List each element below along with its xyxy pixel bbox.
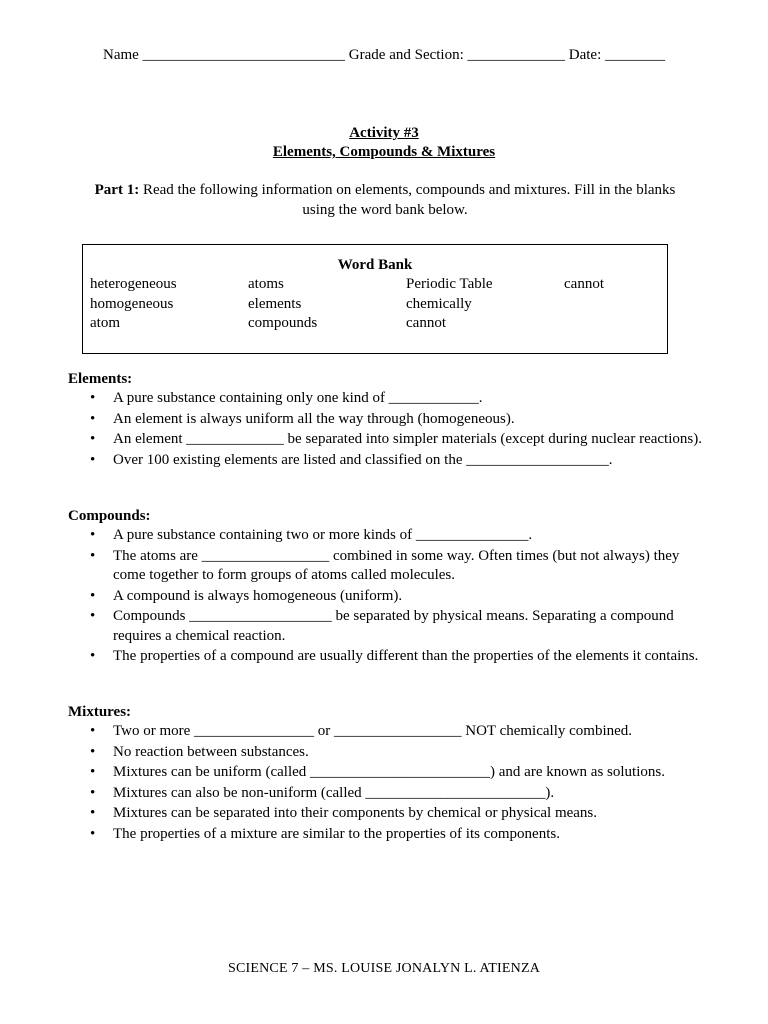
list-item: • Mixtures can also be non-uniform (called ________________________).: [68, 784, 708, 804]
elements-heading: Elements:: [68, 371, 133, 387]
part-intro: [90, 180, 680, 220]
word-bank-cell: heterogeneous: [90, 276, 177, 292]
mixtures-list: [68, 722, 708, 844]
activity-title: Activity #3: [349, 125, 419, 141]
word-bank-cell: atoms: [248, 276, 284, 292]
list-item: • The properties of a compound are usually different than the properties of the elements it contains.: [68, 647, 708, 667]
list-item: • The properties of a mixture are similar to the properties of its components.: [68, 825, 708, 845]
list-item: • A pure substance containing only one kind of ____________.: [68, 389, 708, 409]
word-bank-cell: compounds: [248, 315, 318, 331]
part-intro-text: Read the following information on elements, compounds and mixtures. Fill in the blanks using the word bank below.: [139, 182, 676, 218]
compounds-heading: Compounds:: [68, 508, 151, 524]
word-bank-box: [82, 244, 668, 354]
word-bank-cell: atom: [90, 315, 120, 331]
word-bank-cell: Periodic Table: [406, 276, 493, 292]
word-bank-cell: cannot: [564, 276, 604, 292]
word-bank-cell: cannot: [406, 315, 446, 331]
word-bank-grid: [90, 275, 660, 334]
compounds-section: [68, 506, 708, 668]
word-bank-cell: homogeneous: [90, 295, 174, 312]
list-item: • Two or more ________________ or _________________ NOT chemically combined.: [68, 722, 708, 742]
list-item: • Mixtures can be separated into their components by chemical or physical means.: [68, 804, 708, 824]
list-item: • A compound is always homogeneous (uniform).: [68, 587, 708, 607]
list-item: • An element is always uniform all the way through (homogeneous).: [68, 410, 708, 430]
word-bank-title: Word Bank: [337, 257, 413, 273]
mixtures-section: [68, 702, 708, 845]
list-item: • Compounds ___________________ be separated by physical means. Separating a compound requires a chemical reaction.: [68, 607, 708, 646]
word-bank-cell: chemically: [406, 295, 472, 312]
header-fields-line: Name ___________________________ Grade and Section: _____________ Date: ________: [102, 47, 665, 63]
list-item: • Over 100 existing elements are listed and classified on the ___________________.: [68, 451, 708, 471]
mixtures-heading: Mixtures:: [68, 704, 132, 720]
activity-subtitle: Elements, Compounds & Mixtures: [272, 144, 496, 160]
elements-list: [68, 389, 708, 470]
list-item: • An element _____________ be separated into simpler materials (except during nuclear reactions).: [68, 430, 708, 450]
elements-section: [68, 369, 708, 471]
word-bank-cell: elements: [248, 295, 302, 312]
word-bank-cell: [564, 295, 660, 315]
list-item: • Mixtures can be uniform (called ________________________) and are known as solutions.: [68, 763, 708, 783]
footer-text: SCIENCE 7 – MS. LOUISE JONALYN L. ATIENZA: [227, 961, 541, 976]
list-item: • A pure substance containing two or more kinds of _______________.: [68, 526, 708, 546]
list-item: • The atoms are _________________ combined in some way. Often times (but not always) they come together to form groups of atoms called molecules.: [68, 547, 708, 586]
list-item: • No reaction between substances.: [68, 743, 708, 763]
compounds-list: [68, 526, 708, 667]
word-bank-cell: [564, 314, 660, 334]
part-label: Part 1:: [94, 182, 140, 198]
title-block: [0, 124, 768, 162]
